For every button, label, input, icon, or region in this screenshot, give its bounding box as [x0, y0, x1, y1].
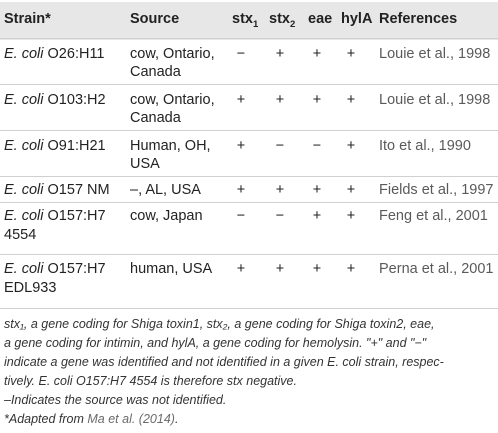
- eae-value: +: [312, 261, 322, 277]
- strain-line-2: EDL933: [4, 280, 57, 296]
- stx2-value: +: [275, 92, 285, 108]
- reference-cell: Ito et al., 1990: [379, 138, 471, 154]
- strain-line-2: 4554: [4, 227, 37, 243]
- strain-cell: E. coli O91:H21: [4, 138, 106, 154]
- footnote-line-3: indicate a gene was identified and not identified in a given E. coli strain, respec-: [4, 355, 444, 369]
- table-footnotes: [0, 308, 498, 433]
- source-line-2: Canada: [130, 64, 181, 80]
- header-eae: eae: [308, 11, 333, 27]
- source-line-1: cow, Japan: [130, 208, 203, 224]
- stx2-value: +: [275, 261, 285, 277]
- header-hyla: hylA: [341, 11, 373, 27]
- stx1-value: −: [236, 46, 246, 62]
- citation-link[interactable]: Ma et al. (2014): [87, 412, 175, 426]
- table-row: [0, 84, 498, 131]
- source-line-2: Canada: [130, 110, 181, 126]
- strain-cell: E. coli O157:H7: [4, 208, 106, 224]
- footnote-line-4: tively. E. coli O157:H7 4554 is therefore stx negative.: [4, 374, 297, 388]
- footnote-line-5: –Indicates the source was not identified.: [4, 393, 227, 407]
- hyla-value: +: [346, 261, 356, 277]
- table-row: [0, 254, 498, 309]
- hyla-value: +: [346, 182, 356, 198]
- footnote-line-1: stx₁, a gene coding for Shiga toxin1, stx₂, a gene coding for Shiga toxin2, eae,: [4, 317, 435, 331]
- source-line-1: cow, Ontario,: [130, 46, 215, 62]
- strain-cell: E. coli O103:H2: [4, 92, 106, 108]
- source-line-1: human, USA: [130, 261, 213, 277]
- reference-cell: Louie et al., 1998: [379, 92, 491, 108]
- hyla-value: +: [346, 92, 356, 108]
- header-references: References: [379, 11, 458, 27]
- eae-value: +: [312, 92, 322, 108]
- hyla-value: +: [346, 46, 356, 62]
- header-stx1: stx$_1$: [232, 11, 259, 30]
- source-line-2: USA: [130, 156, 160, 172]
- table-row: [0, 176, 498, 203]
- footnote-line-6: *Adapted from Ma et al. (2014).: [4, 412, 179, 426]
- stx2-value: −: [275, 208, 285, 224]
- eae-value: −: [312, 138, 322, 154]
- stx1-value: +: [236, 182, 246, 198]
- footnote-line-2: a gene coding for intimin, and hylA, a gene coding for hemolysin. "+" and "−": [4, 336, 427, 350]
- stx2-value: +: [275, 182, 285, 198]
- eae-value: +: [312, 46, 322, 62]
- eae-value: +: [312, 182, 322, 198]
- stx1-value: +: [236, 138, 246, 154]
- source-line-1: Human, OH,: [130, 138, 211, 154]
- eae-value: +: [312, 208, 322, 224]
- reference-cell: Feng et al., 2001: [379, 208, 488, 224]
- stx1-value: +: [236, 261, 246, 277]
- header-strain: Strain*: [4, 11, 51, 27]
- reference-cell: Perna et al., 2001: [379, 261, 494, 277]
- table-row: [0, 38, 498, 85]
- header-source: Source: [130, 11, 180, 27]
- stx2-value: +: [275, 46, 285, 62]
- strain-cell: E. coli O157:H7: [4, 261, 106, 277]
- table-header-row: [0, 0, 498, 40]
- reference-cell: Fields et al., 1997: [379, 182, 494, 198]
- hyla-value: +: [346, 208, 356, 224]
- source-line-1: cow, Ontario,: [130, 92, 215, 108]
- strain-cell: E. coli O26:H11: [4, 46, 105, 62]
- stx1-value: −: [236, 208, 246, 224]
- header-stx2: stx$_2$: [269, 11, 296, 30]
- stx2-value: −: [275, 138, 285, 154]
- table-row: [0, 202, 498, 255]
- table-row: [0, 130, 498, 177]
- hyla-value: +: [346, 138, 356, 154]
- source-line-1: –, AL, USA: [130, 182, 201, 198]
- stx1-value: +: [236, 92, 246, 108]
- strain-cell: E. coli O157 NM: [4, 182, 110, 198]
- reference-cell: Louie et al., 1998: [379, 46, 491, 62]
